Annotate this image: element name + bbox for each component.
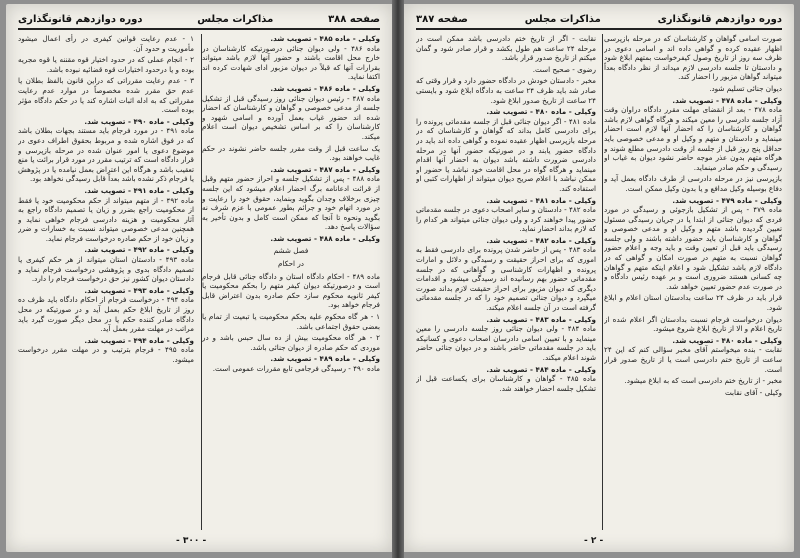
right-page bbox=[404, 4, 794, 552]
paragraph: ماده ۴۷۹ - پس از تشکیل بازجوئی و رسیدگی در مورد فردی که دیوان جنائی از ابتدا یا در جریان رسیدگی مسئول تعیین گردیده باشد متهم و وکیل او و مدعی خصوصی و گواهان و کارشناسان باید حضور داشته باشند و ولی جلسه رسیدگی باید قبل از تعیین وقت و باید وجه و اعلام حضور گواهان نسبت به متهم در صورت امکان و گواهی که در دادگاه لازم باشد تشکیل شود و اعلام اینکه متهم و گواهان چه کسانی هستند ضروری است و بر عهده رئیس دادگاه و در صورت عدم حضور تعیین خواهد شد. bbox=[604, 205, 782, 291]
paragraph: بازپرسی نیز در مرحله دادرسی از طرف دادگاه بعمل آید و دفاع بوسیله وکیل مدافع و یا بدون وکیل ممکن است. bbox=[604, 174, 782, 193]
paragraph: نقابت - بنده میخواستم آقای مخبر سؤالی کنم که این ۲۴ ساعت از تاریخ ختم دادرسی است یا از تاریخ صدور قرار است. bbox=[604, 345, 782, 374]
paragraph: ماده ۴۹۱ - در مورد فرجام باید مستند بجهات بطلان باشد که در فوق اشاره شده و مربوط بحقوق اطراف دعوی در موضوع دعوی یا امور عنوان شده در مرحله بازپرسی و قرار دادگاه است که ترتیب مقرر در مورد قرار برائت یا منع تعقیب باشد و هرگاه این اعتراض بعمل نیامده یا در پژوهش یا فرجام ذکر نشده باشد بعداً قابل رسیدگی نخواهد بود. bbox=[18, 126, 194, 184]
vote-line: وکیلی - ماده ۴۹۱ - تصویب شد. bbox=[84, 185, 194, 195]
section-heading: در احکام bbox=[277, 259, 304, 269]
header-volume: دوره دوازدهم قانونگذاری bbox=[657, 13, 782, 25]
vote-line: وکیلی - ماده ۴۸۳ - تصویب شد. bbox=[486, 314, 596, 324]
vote-line: وکیلی - ماده ۴۸۰ - تصویب شد. bbox=[672, 335, 782, 345]
vote-line: وکیلی - ماده ۴۹۳ - تصویب شد. bbox=[84, 285, 194, 295]
header-volume: دوره دوازدهم قانونگذاری bbox=[18, 13, 143, 25]
header-title: مذاکرات مجلس bbox=[197, 13, 274, 25]
paragraph: ماده ۴۸۱ - اگر دیوان جنائی قبل از جلسه مقدماتی پرونده را برای دادرسی کامل بداند که گواهان و کارشناسان که در مرحله بازپرسی اظهار عقیده نموده و گواهی داده اند باید در دادگاه حضور یابند و در صورتیکه حضور آنها در مرحله دادرسی ضرورت داشته باشد دیوان به احضار آنها اقدام مینماید و هرگاه گواه در محل اقامت خود نباشد یا حضور او ممکن نباشد با اعلام صریح دیوان میتواند از اظهارات کتبی او استفاده کند. bbox=[416, 116, 596, 193]
paragraph: ماده ۴۹۵ - فرجام بترتیب و در مهلت مقرر درخواست میشود. bbox=[18, 345, 194, 364]
column-divider bbox=[201, 34, 202, 530]
text-column-left bbox=[416, 34, 596, 530]
paragraph: ۱ - هر گاه محکوم علیه بحکم محکومیت یا تبعیت از تمام یا بعضی حقوق اجتماعی باشد. bbox=[202, 312, 380, 331]
paragraph: ماده ۴۸۷ - رئیس دیوان جنائی روز رسیدگی قبل از تشکیل جلسه از مدعی خصوصی و گواهان و کارشناسان که احضار شده اند حضور غیاب بعمل آورده و اسامی شهود و کارشناسان را که بر اساس تشخیص دیوان است اعلام میکند. bbox=[202, 93, 380, 141]
paragraph: ۱ - عدم رعایت قوانین کیفری در رأی اعمال میشود مأموریت و حدود آن. bbox=[18, 34, 194, 53]
paragraph: ماده ۴۹۴ - درخواست فرجام از احکام دادگاه باید ظرف ده روز از تاریخ ابلاغ حکم بعمل آید و در صورتیکه در محل دادگاه صادر کننده حکم یا در محل دیگر صورت گیرد باید مراتب در مهلت مقرر بعمل آید. bbox=[18, 295, 194, 334]
vote-line: وکیلی - ماده ۴۹۰ - تصویب شد. bbox=[84, 116, 194, 126]
page-label: صفحه ۳۸۷ bbox=[416, 13, 468, 25]
page-header bbox=[18, 10, 380, 30]
vote-line: وکیلی - ماده ۴۸۹ - تصویب شد. bbox=[270, 354, 380, 364]
paragraph: ماده ۴۸۹ - احکام دادگاه استان و دادگاه جنائی قابل فرجام است و درصورتیکه دیوان کیفر متهم را بحکم محکومیت یا کیفر ثانویه محکوم سازد حکم صادره بدون اعتراض قابل فرجام خواهد بود. bbox=[202, 271, 380, 310]
paragraph: ۲ - هر گاه محکومیت بیش از ده سال حبس باشد و در موردی که حکم صادره از دیوان جنائی باشد. bbox=[202, 333, 380, 352]
paragraph: ماده ۴۸۵ - گواهان و کارشناسان برای یکساعت قبل از تشکیل جلسه احضار خواهند شد. bbox=[416, 374, 596, 393]
vote-line: وکیلی - ماده ۴۸۴ - تصویب شد. bbox=[486, 364, 596, 374]
paragraph: نقابت - اگر از تاریخ ختم دادرسی باشد ممکن است در مرحله ۲۴ ساعت هم طول بکشد و قرار صادر شود و گمان میکنم از تاریخ صدور قرار باشد. bbox=[416, 34, 596, 63]
paragraph: مخبر - از تاریخ ختم دادرسی است که به ابلاغ میشود. bbox=[624, 376, 782, 386]
paragraph: ماده ۴۸۶ - ولی دیوان جنائی درصورتیکه کارشناسان در خارج محل اقامت باشند و حضور آنها لازم باشد میتواند بقرارات آنها که قبلاً در دیوان مزبور ادای شهادت کرده اند اکتفا نماید. bbox=[202, 43, 380, 82]
paragraph: دیوان جنائی تسلیم شود. bbox=[709, 83, 782, 93]
paragraph: ماده ۴۸۴ - ولی دیوان جنائی روز جلسه دادرسی را معین مینماید و با تعیین اسامی دادرسان اصحاب دعوی و کسانیکه باید در جلسه مقدماتی حاضر باشند و در دیوان جنائی حاضر شوند اعلام میکند. bbox=[416, 324, 596, 362]
page-label: صفحه ۳۸۸ bbox=[328, 13, 380, 25]
vote-line: وکیلی - ماده ۴۸۷ - تصویب شد. bbox=[270, 164, 380, 174]
vote-line: وکیلی - ماده ۴۷۸ - تصویب شد. bbox=[672, 95, 782, 105]
vote-line: وکیلی - ماده ۴۸۵ - تصویب شد. bbox=[270, 34, 380, 43]
left-page bbox=[6, 4, 392, 552]
header-title: مذاکرات مجلس bbox=[524, 13, 601, 25]
paragraph: ماده ۴۷۸ - بعد از انقضای مهلت مقرر دادگاه دراوان وقت آزاد جلسه دادرسی را معین میکند و هرگاه گواهی لازم باشد گواهان و کارشناسان را که احضار آنها لازم است احضار مینماید و دادستان و متهم و وکیل او و مدعی خصوصی باید حداقل پنج روز قبل از جلسه از وقت دادرسی مطلع شوند و هرگاه متهم بدون عذر موجه حاضر نشود دیوان به غیاب او رسیدگی و حکم صادر مینماید. bbox=[604, 105, 782, 172]
paragraph: ماده ۴۸۸ - پس از تشکیل جلسه و احراز حضور متهم وقبل از قرائت ادعانامه برگ احضار اعلام میشود که این جلسه چیزی برخلاف وجدان بگوید وبنماید، حقوق خود را رعایت و در مورد اتهام خود و جرائم بطور عمومی با عزم شرف نه بگوید ونحوه تا آنجا که ممکن است کامل و بدون تأخیر به سؤالات پاسخ دهد. bbox=[202, 174, 380, 232]
vote-line: وکیلی - ماده ۴۸۱ - تصویب شد. bbox=[486, 195, 596, 205]
vote-line: وکیلی - ماده ۴۸۲ - تصویب شد. bbox=[486, 235, 596, 245]
paragraph: مخبر - دادستان خودش در دادگاه حضور دارد و قرار وقتی که صادر شد باید ظرف ۲۴ ساعت به دادگاه ابلاغ شود و بایستی ۲۴ ساعت از تاریخ صدور ابلاغ شود. bbox=[416, 76, 596, 105]
vote-line: وکیلی - ماده ۴۸۶ - تصویب شد. bbox=[270, 83, 380, 93]
paragraph: دیوان درخواست فرجام نسبت بدادستان اگر اعلام شده از تاریخ اعلام و الا از تاریخ ابلاغ شروع میشود. bbox=[604, 314, 782, 334]
paragraph: رضوی - صحیح است. bbox=[532, 64, 596, 74]
paragraph: قرار باید در ظرف ۲۴ ساعت بدادستان استان اعلام و ابلاغ شود. bbox=[604, 293, 782, 313]
paragraph: صورت اسامی گواهان و کارشناسان که در مرحله بازپرسی اظهار عقیده کرده و گواهی داده اند و اسامی دعوی در ظرف سه روز از تاریخ وصول کیفرخواست بمتهم ابلاغ شود و دادستان تا جلسه دادرسی لازم میداند از نظر دادگاه بعداً میتواند گواهان مزبور را احضار کند. bbox=[604, 34, 782, 82]
paragraph: ماده ۴۸۳ - پس از حاضر شدن پرونده برای دادرسی فقط به اموری که برای احراز حقیقت و رسیدگی و دلائل و امارات پرونده و اظهارات کارشناسی و گواهانی که در جلسه مقدماتی حضور بهم رسانیده اند رسیدگی میشود و اقدامات دیگری که دیوان مزبور برای احراز حقیقت لازم بداند صورت میگیرد و دیوان جنائی تصمیم خود را که در جلسه مقدماتی گرفته است در آن جلسه اعلام میکند. bbox=[416, 245, 596, 313]
paragraph: ۲ - انجام عملی که در حدود اختیار قوه مقننه یا قوه مجریه بوده و یا درحدود اختیارات قوه قضائیه نبوده باشد. bbox=[18, 55, 194, 74]
paragraph: وکیلی - آقای نقابت bbox=[724, 387, 782, 397]
text-column-left bbox=[18, 34, 194, 530]
text-column-right bbox=[202, 34, 380, 530]
paragraph: ماده ۴۹۲ - از متهم میتواند از حکم محکومیت خود یا فقط از محکومیت راجع بضرر و زیان یا تصمیم دادگاه راجع به آثار محکومیت و هزینه دادرسی فرجام خواهی نماید و همچنین مدعی خصوصی میتواند نسبت به خسارات و ضرر و زیان خود از حکم صادره درخواست فرجام نماید. bbox=[18, 195, 194, 243]
vote-line: وکیلی - ماده ۴۹۲ - تصویب شد. bbox=[84, 245, 194, 255]
paragraph: یک ساعت قبل از وقت مقرر جلسه حاضر نشوند در حکم غایب خواهند بود. bbox=[202, 143, 380, 163]
page-header bbox=[416, 10, 782, 30]
column-divider bbox=[602, 34, 603, 530]
vote-line: وکیلی - ماده ۴۷۹ - تصویب شد. bbox=[672, 195, 782, 205]
page-number: - ۲ - bbox=[584, 536, 604, 546]
book-gutter bbox=[392, 0, 404, 558]
paragraph: ۳ - عدم رعایت مقرراتی که دراین قانون بالفظ بطلان یا عدم حق مقرر شده مخصوصاً در موارد عدم رعایت مقرراتی که به ادله اثبات اشاره کند یا در حکم دادگاه مؤثر بوده است. bbox=[18, 76, 194, 115]
vote-line: وکیلی - ماده ۴۸۸ - تصویب شد. bbox=[270, 233, 380, 243]
text-column-right bbox=[604, 34, 782, 530]
paragraph: ماده ۴۸۲ - دادستان و سایر اصحاب دعوی در جلسه مقدماتی حضور پیدا خواهند کرد و ولی دیوان جنائی میتواند هر کدام را که لازم بداند احضار نماید. bbox=[416, 205, 596, 234]
vote-line: وکیلی - ماده ۴۸۰ - تصویب شد. bbox=[486, 107, 596, 117]
vote-line: وکیلی - ماده ۴۹۴ - تصویب شد. bbox=[84, 335, 194, 345]
page-number: - ۳۰۰ - bbox=[176, 536, 207, 546]
section-heading: فصل ششم bbox=[273, 246, 309, 256]
paragraph: ماده ۴۹۰ - رسیدگی فرجامی تابع مقررات عمومی است. bbox=[212, 364, 380, 373]
paragraph: ماده ۴۹۳ - دادستان استان میتواند از هر حکم کیفری یا تصمیم دادگاه بدوی و پژوهشی درخواست فرجام نماید و دادستان دیوان کشور نیز حق درخواست فرجام را دارد. bbox=[18, 255, 194, 284]
